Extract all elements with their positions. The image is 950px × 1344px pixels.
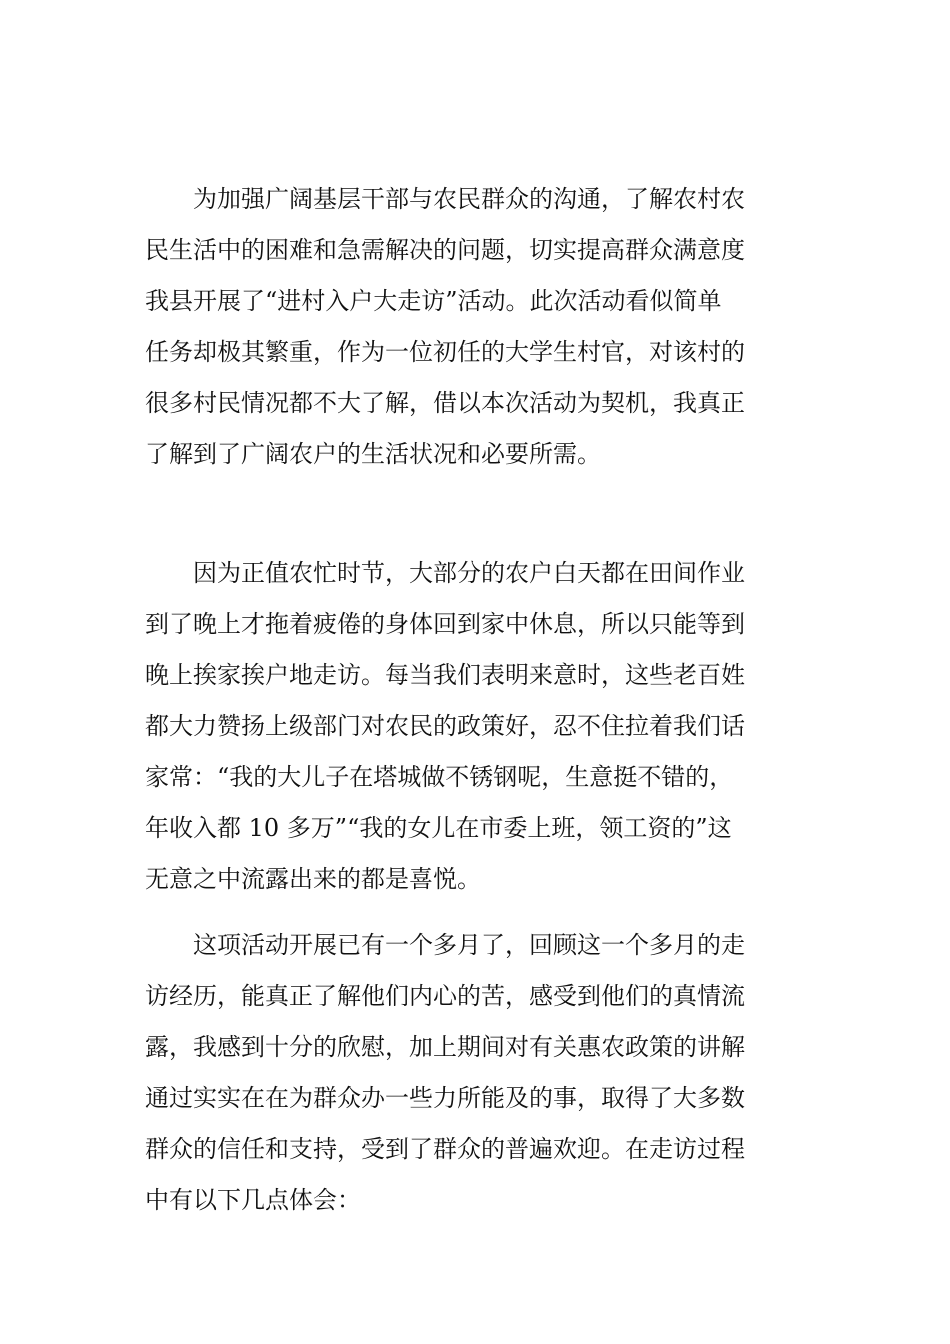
paragraph-line: 民生活中的困难和急需解决的问题，切实提高群众满意度 <box>145 236 745 264</box>
paragraph-line: 无意之中流露出来的都是喜悦。 <box>145 865 481 893</box>
paragraph-line: 群众的信任和支持，受到了群众的普遍欢迎。在走访过程 <box>145 1135 745 1163</box>
paragraph-2 <box>145 548 807 905</box>
paragraph-line: 家常：“我的大儿子在塔城做不锈钢呢，生意挺不错的， <box>145 763 734 791</box>
paragraph-1 <box>145 174 807 480</box>
paragraph-line: 年收入都 10 多万”“我的女儿在市委上班，领工资的”这 <box>145 814 732 842</box>
paragraph-3 <box>145 920 807 1226</box>
paragraph-line: 了解到了广阔农户的生活状况和必要所需。 <box>145 440 601 468</box>
paragraph-line: 都大力赞扬上级部门对农民的政策好，忍不住拉着我们话 <box>145 712 745 740</box>
paragraph-line: 很多村民情况都不大了解，借以本次活动为契机，我真正 <box>145 389 745 417</box>
paragraph-line: 晚上挨家挨户地走访。每当我们表明来意时，这些老百姓 <box>145 661 745 689</box>
paragraph-line: 我县开展了“进村入户大走访”活动。此次活动看似简单 <box>145 287 722 315</box>
paragraph-line: 访经历，能真正了解他们内心的苦，感受到他们的真情流 <box>145 982 745 1010</box>
paragraph-line: 露，我感到十分的欣慰，加上期间对有关惠农政策的讲解 <box>145 1033 745 1061</box>
paragraph-line: 为加强广阔基层干部与农民群众的沟通，了解农村农 <box>145 185 745 213</box>
paragraph-line: 这项活动开展已有一个多月了，回顾这一个多月的走 <box>145 931 745 959</box>
paragraph-line: 中有以下几点体会： <box>145 1186 361 1214</box>
paragraph-line: 因为正值农忙时节，大部分的农户白天都在田间作业 <box>145 559 745 587</box>
paragraph-line: 到了晚上才拖着疲倦的身体回到家中休息，所以只能等到 <box>145 610 745 638</box>
paragraph-line: 通过实实在在为群众办一些力所能及的事，取得了大多数 <box>145 1084 745 1112</box>
paragraph-line: 任务却极其繁重，作为一位初任的大学生村官，对该村的 <box>145 338 745 366</box>
